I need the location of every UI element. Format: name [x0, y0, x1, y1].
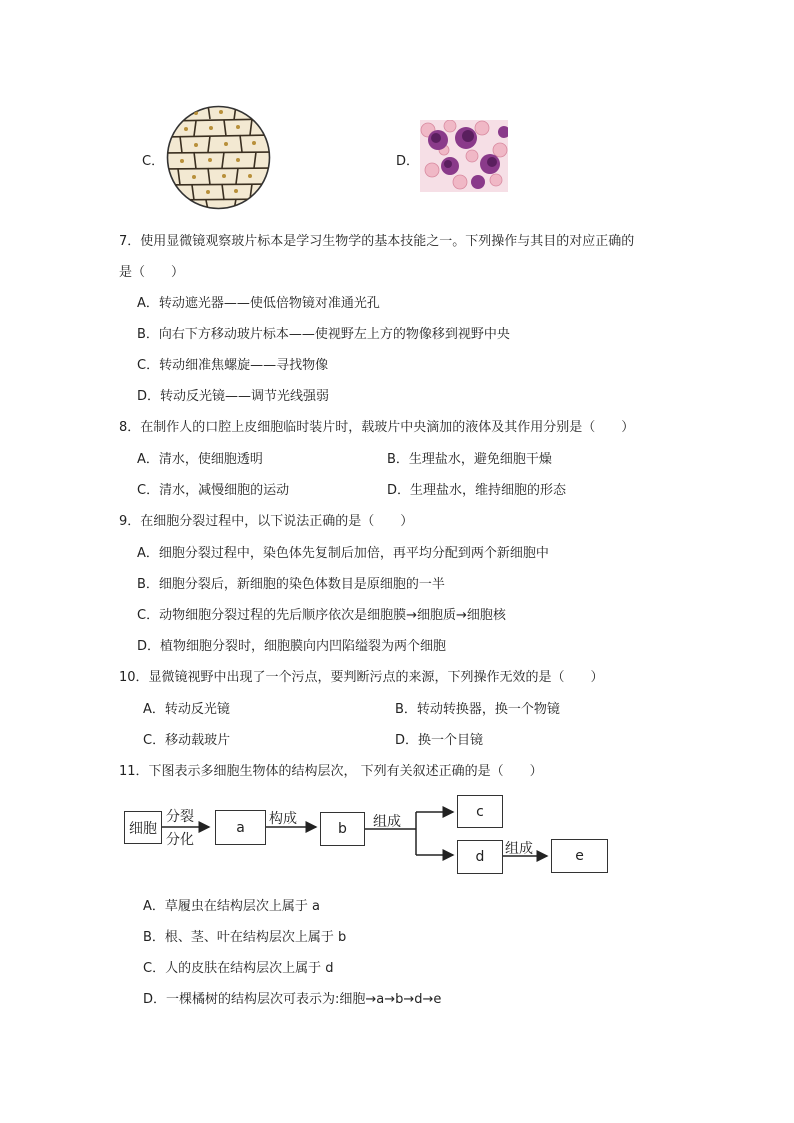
- box-e: e: [551, 839, 608, 873]
- question-10-option-b: B．转动转换器，换一个物镜: [395, 702, 560, 717]
- question-7-stem-line1: 7．使用显微镜观察玻片标本是学习生物学的基本技能之一。下列操作与其目的对应正确的: [119, 234, 635, 249]
- question-9-option-b: B．细胞分裂后，新细胞的染色体数目是原细胞的一半: [137, 577, 445, 592]
- blood-cells-image: [420, 120, 508, 192]
- box-c: c: [457, 795, 503, 828]
- question-8-option-a: A．清水，使细胞透明: [137, 452, 263, 467]
- differentiation-label: 分化: [166, 832, 194, 848]
- onion-epidermis-cells-image: [166, 105, 271, 210]
- question-7-option-a: A．转动遮光器——使低倍物镜对准通光孔: [137, 296, 380, 311]
- option-c-label: C．: [142, 154, 165, 169]
- question-8-option-b: B．生理盐水，避免细胞干燥: [387, 452, 552, 467]
- question-7-option-d: D．转动反光镜——调节光线强弱: [137, 389, 330, 404]
- question-10-option-c: C．移动载玻片: [143, 733, 231, 748]
- question-11-stem: 11．下图表示多细胞生物体的结构层次， 下列有关叙述正确的是（ ）: [119, 764, 543, 779]
- question-11-option-d: D．一棵橘树的结构层次可表示为:细胞→a→b→d→e: [143, 992, 442, 1007]
- question-8-option-c: C．清水，减慢细胞的运动: [137, 483, 290, 498]
- question-7-option-b: B．向右下方移动玻片标本——使视野左上方的物像移到视野中央: [137, 327, 510, 342]
- form-label-2: 组成: [505, 841, 533, 857]
- option-d-label: D．: [396, 154, 420, 169]
- box-a: a: [215, 810, 266, 845]
- question-8-stem: 8．在制作人的口腔上皮细胞临时装片时，载玻片中央滴加的液体及其作用分别是（ ）: [119, 420, 635, 435]
- question-11-option-c: C．人的皮肤在结构层次上属于 d: [143, 961, 334, 976]
- compose-label: 构成: [269, 811, 297, 827]
- question-7-option-c: C．转动细准焦螺旋——寻找物像: [137, 358, 329, 373]
- question-9-option-d: D．植物细胞分裂时，细胞膜向内凹陷缢裂为两个细胞: [137, 639, 447, 654]
- box-d: d: [457, 840, 503, 874]
- question-9-stem: 9．在细胞分裂过程中，以下说法正确的是（ ）: [119, 514, 414, 529]
- question-7-stem-line2: 是（ ）: [119, 265, 185, 280]
- form-label: 组成: [373, 814, 401, 830]
- question-10-option-d: D．换一个目镜: [395, 733, 484, 748]
- question-9-option-c: C．动物细胞分裂过程的先后顺序依次是细胞膜→细胞质→细胞核: [137, 608, 506, 623]
- split-label: 分裂: [166, 809, 194, 825]
- question-8-option-d: D．生理盐水，维持细胞的形态: [387, 483, 567, 498]
- question-11-option-a: A．草履虫在结构层次上属于 a: [143, 899, 320, 914]
- question-11-option-b: B．根、茎、叶在结构层次上属于 b: [143, 930, 347, 945]
- question-9-option-a: A．细胞分裂过程中，染色体先复制后加倍，再平均分配到两个新细胞中: [137, 546, 549, 561]
- question-10-stem: 10．显微镜视野中出现了一个污点，要判断污点的来源，下列操作无效的是（ ）: [119, 670, 604, 685]
- box-b: b: [320, 812, 365, 846]
- question-10-option-a: A．转动反光镜: [143, 702, 230, 717]
- cell-box: 细胞: [124, 811, 162, 844]
